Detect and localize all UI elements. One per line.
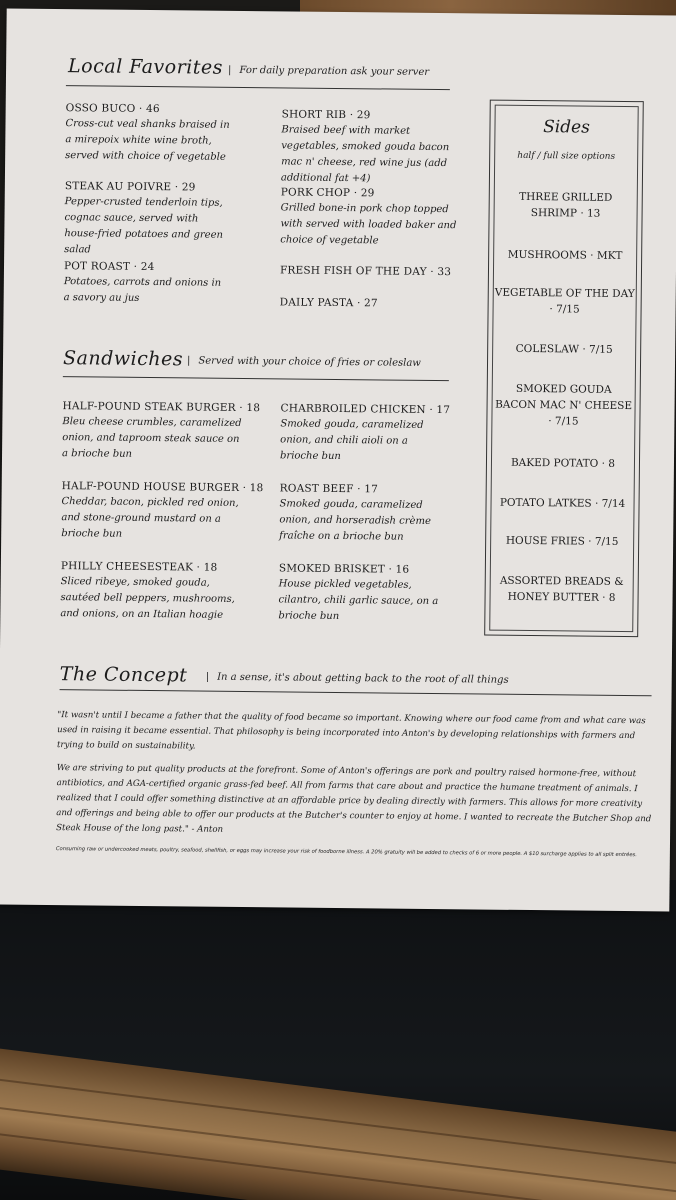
concept-subtitle: In a sense, it's about getting back to the root of all things — [217, 671, 509, 686]
menu-item-name: PORK CHOP · 29 — [280, 186, 375, 200]
menu-item — [61, 399, 261, 464]
menu-item-name: DAILY PASTA · 27 — [279, 296, 378, 310]
concept-paragraph: "It wasn't until I became a father that the quality of food became so important. Knowing where our food came from and what care was used in raising it became essential. That philosophy is being incorporated into Anton's by developing relationships with farmers and trying to build on sustainability. — [56, 710, 646, 752]
separator: | — [228, 64, 232, 76]
separator: | — [186, 355, 191, 367]
sides-panel-border — [489, 105, 639, 632]
menu-item-name: SHORT RIB · 29 — [281, 108, 371, 122]
fine-print-disclaimer: Consuming raw or undercooked meats, poultry, seafood, shellfish, or eggs may increase your risk of foodborne illness. A 20% gratuity will be added to checks of 6 or more people. A $10 surcharge applies to all split entrées. — [55, 846, 637, 859]
menu-item-name: HALF-POUND HOUSE BURGER · 18 — [61, 480, 264, 495]
menu-item — [64, 179, 255, 260]
side-item: VEGETABLE OF THE DAY · 7/15 — [494, 286, 635, 316]
menu-item-name: HALF-POUND STEAK BURGER · 18 — [62, 400, 261, 415]
menu-item-name: SMOKED BRISKET · 16 — [278, 562, 410, 576]
menu-item-description: Cross-cut veal shanks braised in a mirepoix white wine broth, served with choice of vegetable — [65, 118, 230, 163]
menu-item — [278, 561, 469, 626]
menu-item-name: PHILLY CHEESESTEAK · 18 — [60, 560, 218, 574]
menu-item — [280, 401, 471, 466]
menu-item — [279, 481, 470, 546]
separator: | — [205, 671, 210, 683]
side-item: SMOKED GOUDA BACON MAC N' CHEESE · 7/15 — [495, 382, 633, 428]
section-rule — [63, 376, 449, 381]
side-item: ASSORTED BREADS & HONEY BUTTER · 8 — [499, 574, 624, 604]
menu-item-description: Pepper-crusted tenderloin tips, cognac sauce, served with house-fried potatoes and green salad — [64, 196, 224, 256]
menu-item-description: Grilled bone-in pork chop topped with served with loaded baker and choice of vegetable — [280, 202, 457, 247]
side-item: HOUSE FRIES · 7/15 — [505, 534, 619, 548]
concept-paragraph: We are striving to put quality products at the forefront. Some of Anton's offerings are pork and poultry raised hormone-free, without antibiotics, and AGA-certified organic grass-fed beef. All from farms that care about and practice the humane treatment of animals. I realized that I could offer something distinctive at an affordable price by dealing directly with farmers. This allows for more creativity and offerings and being able to offer our products at the Butcher's counter to enjoy at home. I wanted to recreate the Butcher Shop and Steak House of the long past." - Anton — [56, 763, 652, 835]
section-rule — [66, 85, 450, 90]
menu-page — [0, 9, 676, 912]
menu-item-name: CHARBROILED CHICKEN · 17 — [280, 402, 451, 417]
local-favorites-heading: Local Favorites — [67, 55, 224, 79]
menu-item — [60, 559, 251, 624]
menu-item-description: Bleu cheese crumbles, caramelized onion, and taproom steak sauce on a brioche bun — [61, 416, 242, 460]
menu-item — [64, 259, 254, 308]
menu-item-description: Potatoes, carrots and onions in a savory au jus — [63, 276, 222, 304]
menu-item — [280, 295, 470, 312]
menu-item-name: OSSO BUCO · 46 — [65, 102, 160, 116]
section-rule — [60, 689, 652, 696]
menu-item — [280, 185, 471, 250]
sandwiches-subheading — [187, 355, 421, 368]
concept-subheading — [206, 672, 509, 686]
menu-item-description: House pickled vegetables, cilantro, chili garlic sauce, on a brioche bun — [278, 578, 439, 623]
sandwiches-heading: Sandwiches — [62, 347, 184, 371]
menu-item-description: Cheddar, bacon, pickled red onion, and stone-ground mustard on a brioche bun — [61, 496, 239, 540]
menu-item-description: Smoked gouda, caramelized onion, and horseradish crème fraîche on a brioche bun — [279, 498, 431, 543]
menu-item — [280, 263, 470, 280]
menu-item — [61, 479, 264, 544]
sides-panel — [484, 100, 644, 638]
concept-heading: The Concept — [59, 663, 188, 687]
sides-heading: Sides — [543, 117, 590, 138]
menu-item-description: Smoked gouda, caramelized onion, and chili aioli on a brioche bun — [279, 418, 424, 463]
menu-item — [281, 107, 472, 188]
local-favorites-subheading — [228, 65, 429, 78]
menu-item-name: POT ROAST · 24 — [63, 260, 155, 274]
side-item: MUSHROOMS · MKT — [507, 248, 623, 262]
local-favorites-subtitle: For daily preparation ask your server — [239, 64, 430, 78]
menu-item-description: Sliced ribeye, smoked gouda, sautéed bell peppers, mushrooms, and onions, on an Italian hoagie — [60, 576, 235, 621]
side-item: COLESLAW · 7/15 — [515, 342, 613, 356]
menu-item-name: STEAK AU POIVRE · 29 — [64, 180, 196, 194]
menu-item-name: ROAST BEEF · 17 — [279, 482, 379, 496]
side-item: POTATO LATKES · 7/14 — [499, 496, 626, 511]
menu-item — [65, 101, 256, 166]
sandwiches-subtitle: Served with your choice of fries or coleslaw — [198, 355, 421, 369]
menu-item-name: FRESH FISH OF THE DAY · 33 — [279, 264, 452, 279]
side-item: BAKED POTATO · 8 — [510, 456, 616, 470]
menu-item-description: Braised beef with market vegetables, smoked gouda bacon mac n' cheese, red wine jus (add additional fat +4) — [280, 124, 450, 185]
sides-subheading: half / full size options — [517, 150, 616, 162]
side-item: THREE GRILLED SHRIMP · 13 — [519, 190, 613, 220]
